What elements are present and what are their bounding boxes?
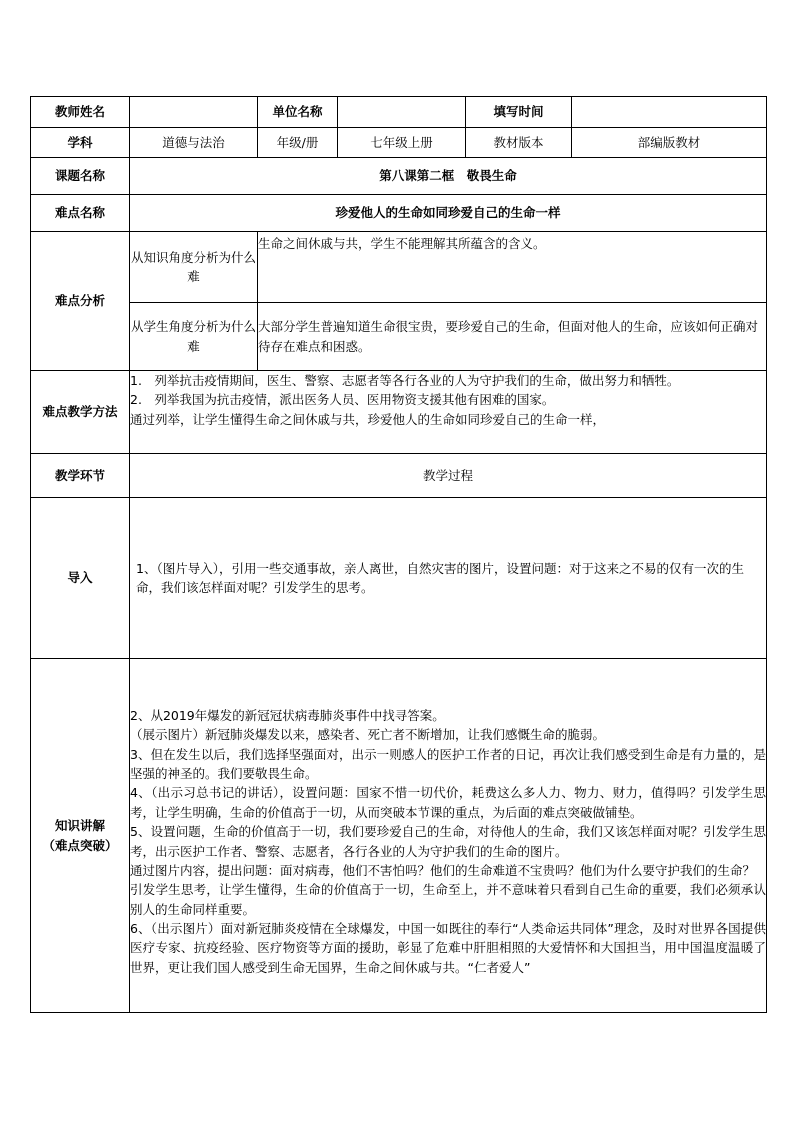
intro-text: 1、（图片导入），引用一些交通事故，亲人离世，自然灾害的图片，设置问题：对于这来之不易的仅有一次的生命，我们该怎样面对呢？引发学生的思考。 xyxy=(130,498,767,659)
fill-date-value xyxy=(572,97,767,128)
lesson-title-value: 第八课第二框 敬畏生命 xyxy=(130,158,767,195)
header-row-2 xyxy=(31,128,767,158)
subject-value: 道德与法治 xyxy=(130,128,258,158)
teacher-name-label: 教师姓名 xyxy=(31,97,130,128)
knowledge-paragraph-7: 引发学生思考，让学生懂得，生命的价值高于一切，生命至上，并不意味着只看到自己生命的重要，我们必须承认别人的生命同样重要。 xyxy=(130,882,766,917)
knowledge-paragraph-5: 5、设置问题，生命的价值高于一切，我们要珍爱自己的生命，对待他人的生命，我们又该怎样面对呢？引发学生思考，出示医护工作者、警察、志愿者，各行各业的人为守护我们的生命的图片。 xyxy=(130,824,766,859)
teaching-method-label: 难点教学方法 xyxy=(31,371,130,454)
unit-name-value xyxy=(338,97,466,128)
teaching-method-text xyxy=(130,371,767,454)
difficulty-row xyxy=(31,195,767,232)
teaching-step-label: 教学环节 xyxy=(31,454,130,498)
method-row xyxy=(31,371,767,454)
subject-label: 学科 xyxy=(31,128,130,158)
knowledge-paragraph-4: 4、（出示习总书记的讲话），设置问题：国家不惜一切代价，耗费这么多人力、物力、财力，值得吗？引发学生思考，让学生明确，生命的价值高于一切，从而突破本节课的重点，为后面的难点突破做铺垫。 xyxy=(130,785,766,820)
knowledge-explanation-text xyxy=(130,659,767,1013)
difficulty-name-value: 珍爱他人的生命如同珍爱自己的生命一样 xyxy=(130,195,767,232)
method-line-3: 通过列举，让学生懂得生命之间休戚与共，珍爱他人的生命如同珍爱自己的生命一样， xyxy=(130,411,606,427)
knowledge-paragraph-8: 6、（出示图片）面对新冠肺炎疫情在全球爆发，中国一如既往的奉行“人类命运共同体”理念，及时对世界各国提供医疗专家、抗疫经验、医疗物资等方面的援助，彰显了危难中肝胆相照的大爱情怀和大国担当，用中国温度温暖了世界，更让我们国人感受到生命无国界，生命之间休戚与共。“仁者爱人” xyxy=(130,921,766,975)
knowledge-label-line-2: （难点突破） xyxy=(42,837,118,853)
knowledge-angle-text: 生命之间休戚与共，学生不能理解其所蕴含的含义。 xyxy=(258,232,767,303)
lesson-plan-table xyxy=(30,96,767,1013)
analysis-row-student xyxy=(31,303,767,371)
teaching-process-label: 教学过程 xyxy=(130,454,767,498)
teacher-name-value xyxy=(130,97,258,128)
difficulty-analysis-label: 难点分析 xyxy=(31,232,130,371)
grade-label: 年级/册 xyxy=(258,128,338,158)
knowledge-paragraph-6: 通过图片内容，提出问题：面对病毒，他们不害怕吗？他们的生命难道不宝贵吗？他们为什么要守护我们的生命？ xyxy=(130,862,756,878)
grade-value: 七年级上册 xyxy=(338,128,466,158)
knowledge-explanation-label xyxy=(31,659,130,1013)
method-line-1: 1. 列举抗击疫情期间，医生、警察、志愿者等各行各业的人为守护我们的生命，做出努力和牺牲。 xyxy=(130,373,680,388)
knowledge-angle-label: 从知识角度分析为什么难 xyxy=(130,232,258,303)
student-angle-text: 大部分学生普遍知道生命很宝贵，要珍爱自己的生命，但面对他人的生命，应该如何正确对待存在难点和困惑。 xyxy=(258,303,767,371)
analysis-row-knowledge xyxy=(31,232,767,303)
knowledge-row xyxy=(31,659,767,1013)
lesson-row xyxy=(31,158,767,195)
knowledge-paragraph-1: 2、从2019年爆发的新冠冠状病毒肺炎事件中找寻答案。 xyxy=(130,707,445,723)
difficulty-name-label: 难点名称 xyxy=(31,195,130,232)
student-angle-label: 从学生角度分析为什么难 xyxy=(130,303,258,371)
intro-label: 导入 xyxy=(31,498,130,659)
knowledge-paragraph-3: 3、但在发生以后，我们选择坚强面对，出示一则感人的医护工作者的日记，再次让我们感受到生命是有力量的，是坚强的神圣的。我们要敬畏生命。 xyxy=(130,746,766,781)
unit-name-label: 单位名称 xyxy=(258,97,338,128)
intro-row xyxy=(31,498,767,659)
method-line-2: 2. 列举我国为抗击疫情，派出医务人员、医用物资支援其他有困难的国家。 xyxy=(130,392,555,408)
knowledge-label-line-1: 知识讲解 xyxy=(54,818,105,834)
knowledge-paragraph-2: （展示图片）新冠肺炎爆发以来，感染者、死亡者不断增加，让我们感慨生命的脆弱。 xyxy=(130,727,606,743)
edition-value: 部编版教材 xyxy=(572,128,767,158)
edition-label: 教材版本 xyxy=(466,128,572,158)
lesson-title-label: 课题名称 xyxy=(31,158,130,195)
header-row-1 xyxy=(31,97,767,128)
process-header-row xyxy=(31,454,767,498)
fill-date-label: 填写时间 xyxy=(466,97,572,128)
